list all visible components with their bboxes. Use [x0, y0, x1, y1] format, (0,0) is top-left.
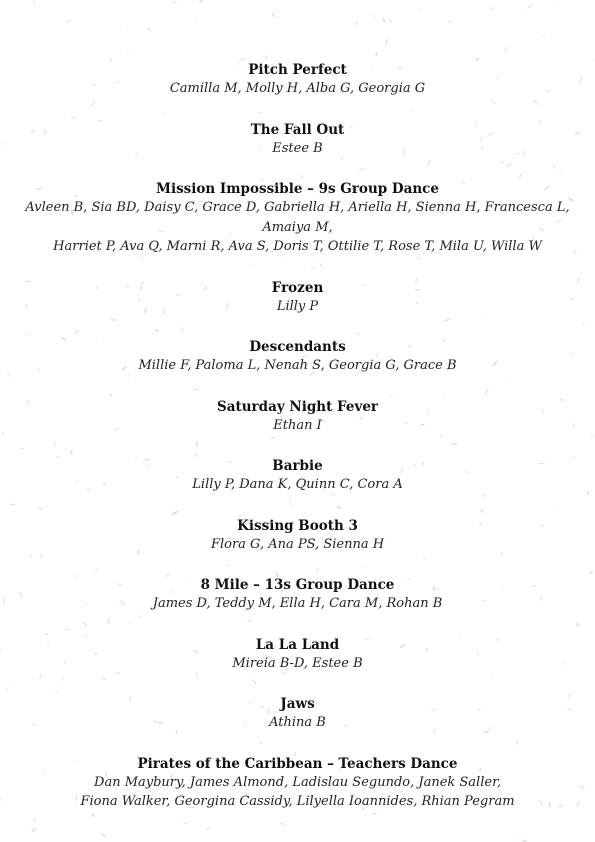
confetti-petal: [198, 0, 203, 3]
confetti-petal: [65, 18, 72, 24]
confetti-petal: [385, 38, 388, 45]
confetti-petal: [194, 21, 196, 24]
act-barbie: [0, 457, 595, 495]
act-pitch-perfect: [0, 61, 595, 99]
confetti-petal: [389, 19, 391, 24]
confetti-petal: [271, 13, 275, 18]
act-frozen: [0, 279, 595, 317]
act-pirates-of-the-caribbean: [0, 755, 595, 812]
act-descendants: [0, 338, 595, 376]
act-cast: Estee B: [272, 140, 323, 156]
confetti-petal: [381, 17, 386, 24]
act-saturday-night-fever: [0, 398, 595, 436]
confetti-petal: [489, 7, 495, 9]
act-title: Jaws: [280, 696, 315, 712]
act-cast: James D, Teddy M, Ella H, Cara M, Rohan B: [152, 596, 443, 611]
act-kissing-booth-3: [0, 517, 595, 555]
act-title: Kissing Booth 3: [237, 517, 358, 534]
act-title: Frozen: [271, 279, 324, 296]
act-title: 8 Mile – 13s Group Dance: [200, 577, 395, 593]
confetti-petal: [448, 21, 451, 23]
confetti-petal: [171, 1, 177, 5]
performance-program: [0, 61, 595, 834]
act-title: Mission Impossible – 9s Group Dance: [156, 181, 439, 197]
confetti-petal: [375, 52, 378, 58]
act-cast: Athina B: [269, 715, 326, 730]
act-title: Pitch Perfect: [248, 62, 347, 78]
act-title: Pirates of the Caribbean – Teachers Dance: [137, 755, 458, 772]
act-la-la-land: [0, 636, 595, 674]
act-cast: Fiona Walker, Georgina Cassidy, Lilyella Ioannides, Rhian Pegram: [80, 794, 515, 809]
act-the-fall-out: [0, 121, 595, 159]
confetti-petal: [504, 46, 509, 53]
confetti-petal: [373, 14, 376, 18]
act-cast: Lilly P, Dana K, Quinn C, Cora A: [192, 477, 403, 492]
confetti-petal: [32, 0, 37, 5]
confetti-petal: [418, 7, 421, 11]
act-title: La La Land: [255, 636, 340, 653]
act-8-mile: [0, 576, 595, 614]
confetti-petal: [147, 27, 152, 32]
act-cast: Camilla M, Molly H, Alba G, Georgia G: [169, 81, 426, 96]
act-cast: Harriet P, Ava Q, Marni R, Ava S, Doris T, Ottilie T, Rose T, Mila U, Willa W: [53, 239, 542, 254]
act-title: Barbie: [272, 458, 323, 474]
act-mission-impossible: [0, 180, 595, 257]
act-cast: Flora G, Ana PS, Sienna H: [210, 536, 385, 552]
confetti-petal: [527, 4, 532, 9]
confetti-petal: [126, 51, 130, 54]
act-cast: Millie F, Paloma L, Nenah S, Georgia G, Grace B: [138, 358, 457, 373]
act-title: The Fall Out: [250, 121, 345, 138]
act-cast: Lilly P: [276, 298, 319, 314]
confetti-petal: [126, 26, 128, 29]
act-cast: Ethan I: [273, 417, 322, 433]
act-cast: Dan Maybury, James Almond, Ladislau Segundo, Janek Saller,: [94, 774, 501, 790]
act-cast: Mireia B-D, Estee B: [232, 655, 363, 671]
confetti-petal: [265, 55, 268, 60]
act-jaws: [0, 695, 595, 733]
confetti-petal: [355, 21, 359, 25]
confetti-petal: [556, 0, 562, 3]
act-cast: Avleen B, Sia BD, Daisy C, Grace D, Gabriella H, Ariella H, Sienna H, Francesca L, Amaiya M,: [25, 200, 570, 235]
act-title: Saturday Night Fever: [216, 398, 379, 415]
act-title: Descendants: [249, 339, 346, 355]
